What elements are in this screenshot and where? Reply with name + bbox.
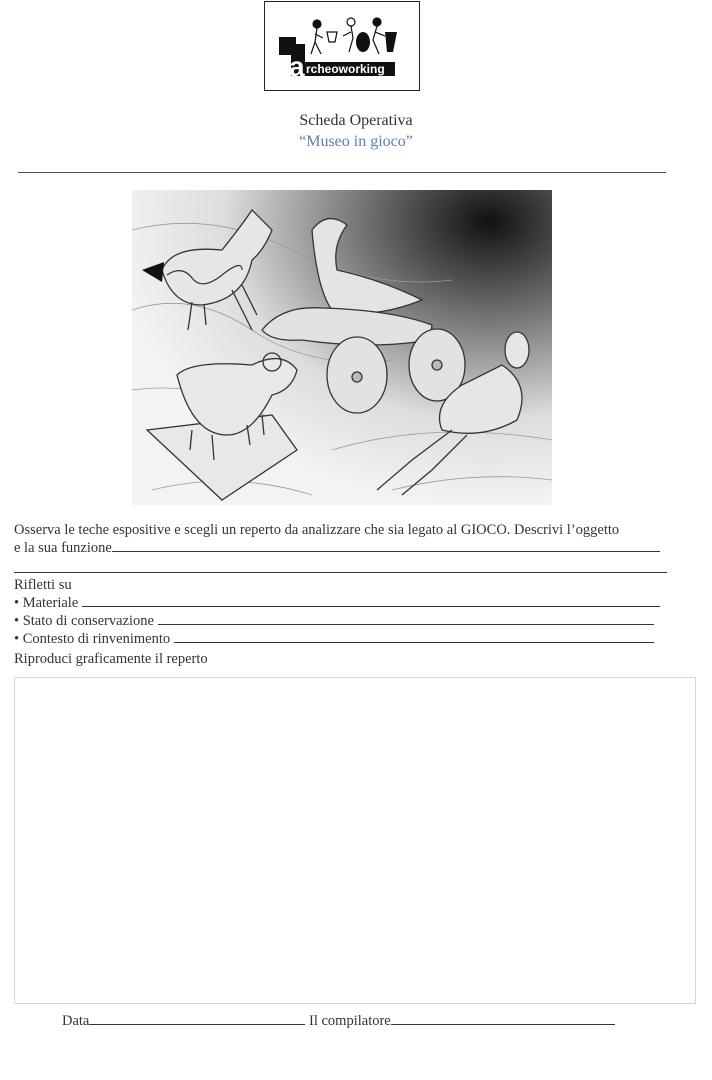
reflect-heading: Rifletti su bbox=[14, 577, 72, 593]
instructions-line-2: e la sua funzione bbox=[14, 540, 112, 556]
context-row bbox=[14, 630, 654, 648]
description-answer-line[interactable] bbox=[112, 539, 660, 552]
drawing-area[interactable] bbox=[14, 677, 696, 1004]
date-label: Data bbox=[62, 1013, 90, 1029]
artifacts-illustration bbox=[132, 190, 552, 505]
compiler-label: Il compilatore bbox=[309, 1013, 391, 1029]
logo-box bbox=[264, 1, 420, 91]
footer bbox=[62, 1012, 615, 1030]
conservation-label: • Stato di conservazione bbox=[14, 613, 154, 629]
date-answer-line[interactable] bbox=[89, 1012, 305, 1025]
page-subtitle: “Museo in gioco” bbox=[299, 133, 413, 150]
compiler-answer-line[interactable] bbox=[391, 1012, 615, 1025]
conservation-row bbox=[14, 612, 654, 630]
context-answer-line[interactable] bbox=[174, 630, 654, 643]
logo-text: rcheoworking bbox=[306, 62, 385, 76]
material-answer-line[interactable] bbox=[82, 594, 660, 607]
archeoworking-logo bbox=[265, 2, 421, 92]
header-divider bbox=[18, 172, 666, 173]
logo-initial: a bbox=[289, 51, 305, 82]
draw-prompt: Riproduci graficamente il reperto bbox=[14, 651, 208, 667]
instructions-line-1: Osserva le teche espositive e scegli un reperto da analizzare che sia legato al GIOCO. Descrivi l’oggetto bbox=[14, 522, 620, 538]
material-label: • Materiale bbox=[14, 595, 79, 611]
instructions-line-2-wrap bbox=[14, 539, 660, 557]
page-title: Scheda Operativa bbox=[299, 112, 413, 129]
context-label: • Contesto di rinvenimento bbox=[14, 631, 171, 647]
conservation-answer-line[interactable] bbox=[158, 612, 654, 625]
material-row bbox=[14, 594, 660, 612]
description-answer-line-2[interactable] bbox=[14, 572, 667, 573]
